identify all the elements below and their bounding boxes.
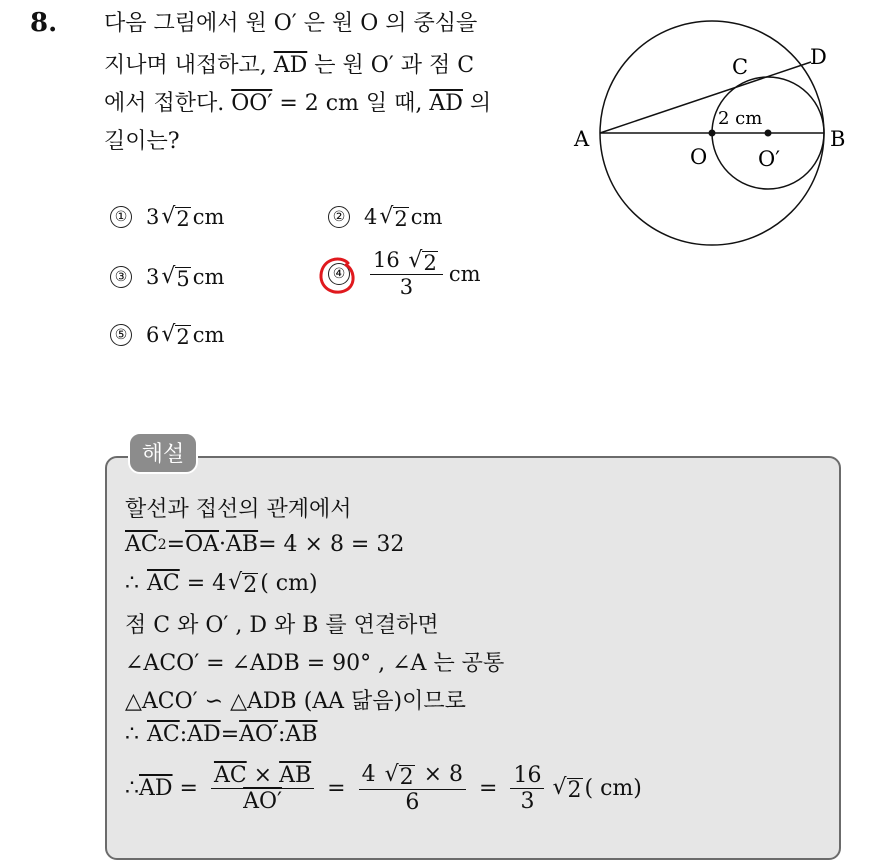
question-line-1: 다음 그림에서 원 O′ 은 원 O 의 중심을 [104, 11, 478, 36]
question-line-3: 에서 접한다. OO′ = 2 cm 일 때, $\overline{AD}$ 의 [104, 91, 492, 116]
fraction: 16 √ 2 3 [370, 248, 443, 299]
option-number: ⑤ [110, 324, 132, 346]
option-1[interactable]: ① 3 √ 2 cm [110, 204, 224, 230]
question-line-2: 지나며 내접하고, $\overline{AD}$ 는 원 O′ 과 점 C [104, 53, 475, 78]
sqrt: √ 2 [161, 322, 190, 349]
segment-oo: OO′ [231, 91, 273, 116]
label-o-prime: O′ [758, 147, 780, 171]
label-length: 2 cm [718, 108, 763, 129]
solution-tag: 해설 [128, 432, 198, 474]
point-o [709, 130, 716, 137]
solution-line-5: ∠ACO′ = ∠ADB = 90° , ∠A 는 공통 [125, 651, 505, 676]
question-line-4: 길이는? [104, 129, 180, 154]
fraction: $\frac{16}{3}$ [510, 763, 544, 814]
segment-ad: $\overline{AD}$ [273, 53, 308, 78]
sqrt: √ 2 [228, 570, 258, 598]
label-c: C [732, 55, 749, 79]
option-number: ④ [328, 263, 350, 285]
option-number: ② [328, 206, 350, 228]
fraction: 4 √ 2 × 8 6 [359, 762, 466, 815]
solution-line-4: 점 C 와 O′ , D 와 B 를 연결하면 [125, 613, 439, 638]
option-5[interactable]: ⑤ 6 √ 2 cm [110, 322, 224, 348]
label-o: O [690, 145, 708, 169]
solution-line-7: ∴ $\overline{AC}$ : $\overline{AD}$ = AO′ : $\overline{AB}$ [125, 722, 318, 747]
option-number: ③ [110, 266, 132, 288]
option-4[interactable]: ④ 16 √ 2 3 cm [328, 248, 481, 299]
secant-ad [600, 62, 811, 133]
question-number: 8. [30, 8, 58, 38]
sqrt: √ 2 [379, 204, 408, 231]
circle-figure [560, 0, 860, 260]
solution-line-2: $\overline{AC}$ 2 = $\overline{OA}$ · $\overline{AB}$ = 4 × 8 = 32 [125, 532, 405, 557]
option-2[interactable]: ② 4 √ 2 cm [328, 204, 442, 230]
label-b: B [830, 127, 846, 151]
sqrt: √ 2 [161, 204, 190, 231]
option-number: ① [110, 206, 132, 228]
fraction: $\frac{\overline{AC} \times \overline{AB}}{AO'}$ [211, 763, 314, 814]
sqrt: √ 2 [552, 775, 582, 803]
option-3[interactable]: ③ 3 √ 5 cm [110, 264, 224, 290]
answer-mark-icon [318, 255, 358, 299]
segment-ad: $\overline{AD}$ [429, 91, 463, 116]
label-d: D [810, 45, 827, 69]
solution-line-8: ∴ $\overline{AD}$ = $\frac{\overline{AC} \times \overline{AB}}{AO'}$ = 4 √ 2 × 8 6 = $\frac{16}{3}$ √ 2 ( cm) [125, 762, 642, 816]
point-o-prime [765, 130, 772, 137]
label-a: A [574, 127, 590, 151]
solution-line-1: 할선과 접선의 관계에서 [125, 497, 352, 522]
sqrt: √ 5 [161, 264, 190, 291]
solution-line-3: ∴ $\overline{AC}$ = 4 √ 2 ( cm) [125, 570, 318, 598]
solution-line-6: △ACO′ ∽ △ADB (AA 닮음)이므로 [125, 689, 466, 714]
